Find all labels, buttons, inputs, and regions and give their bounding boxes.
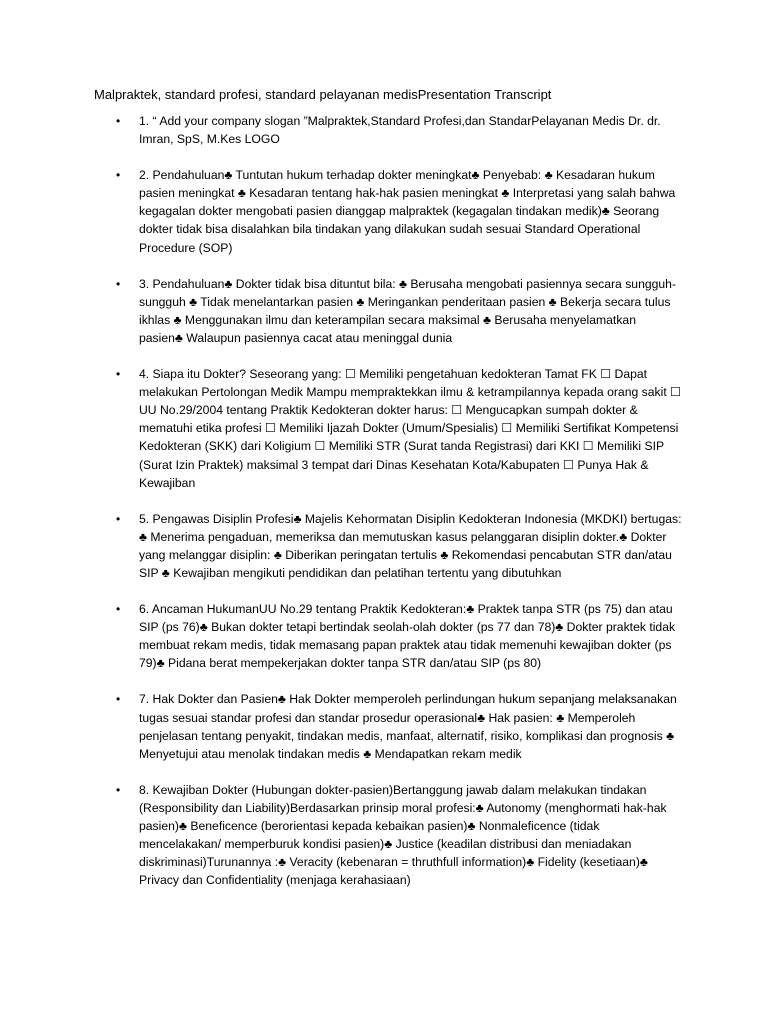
list-item	[112, 510, 682, 582]
bullet-icon: •	[116, 602, 121, 617]
list-item	[112, 781, 682, 890]
list-item-text: 3. Pendahuluan♣ Dokter tidak bisa dituntut bila: ♣ Berusaha mengobati pasiennya secara sungguh- sungguh ♣ Tidak menelantarkan pasien ♣ Meringankan penderitaan pasien ♣ Bekerja secara tulus ikhlas ♣ Menggunakan ilmu dan keterampilan secara maksimal ♣ Berusaha menyelamatkan pasien♣ Walaupun pasiennya cacat atau meninggal dunia	[139, 276, 677, 345]
bullet-icon: •	[116, 511, 121, 526]
list-item-text: 5. Pengawas Disiplin Profesi♣ Majelis Kehormatan Disiplin Kedokteran Indonesia (MKDKI) bertugas: ♣ Menerima pengaduan, memeriksa dan memutuskan kasus pelanggaran disiplin dokter.♣ Dokter yang melanggar disiplin: ♣ Diberikan peringatan tertulis ♣ Rekomendasi pencabutan STR dan/atau SIP ♣ Kewajiban mengikuti pendidikan dan pelatihan tertentu yang dibutuhkan	[139, 511, 682, 580]
list-item	[112, 600, 682, 672]
transcript-list	[112, 112, 682, 907]
bullet-icon: •	[116, 367, 121, 382]
list-item-text: 7. Hak Dokter dan Pasien♣ Hak Dokter memperoleh perlindungan hukum sepanjang melaksanakan tugas sesuai standar profesi dan standar prosedur operasional♣ Hak pasien: ♣ Memperoleh penjelasan tentang penyakit, tindakan medis, manfaat, alternatif, risiko, komplikasi dan prognosis ♣ Menyetujui atau menolak tindakan medis ♣ Mendapatkan rekam medik	[139, 692, 677, 761]
list-item	[112, 690, 682, 762]
document-title: Malpraktek, standard profesi, standard pelayanan medisPresentation Transcript	[94, 87, 552, 102]
bullet-icon: •	[116, 168, 121, 183]
list-item-text: 4. Siapa itu Dokter? Seseorang yang: ☐ Memiliki pengetahuan kedokteran Tamat FK ☐ Dapat melakukan Pertolongan Medik Mampu mempraktekkan ilmu & ketrampilannya kepada orang sakit ☐ UU No.29/2004 tentang Praktik Kedokteran dokter harus: ☐ Mengucapkan sumpah dokter & mematuhi etika profesi ☐ Memiliki Ijazah Dokter (Umum/Spesialis) ☐ Memiliki Sertifikat Kompetensi Kedokteran (SKK) dari Koligium ☐ Memiliki STR (Surat tanda Registrasi) dari KKI ☐ Memiliki SIP (Surat Izin Praktek) maksimal 3 tempat dari Dinas Kesehatan Kota/Kabupaten ☐ Punya Hak & Kewajiban	[139, 367, 682, 490]
bullet-icon: •	[116, 782, 121, 797]
bullet-icon: •	[116, 114, 121, 128]
bullet-icon: •	[116, 276, 121, 291]
list-item-text: 6. Ancaman HukumanUU No.29 tentang Praktik Kedokteran:♣ Praktek tanpa STR (ps 75) dan atau SIP (ps 76)♣ Bukan dokter tetapi bertindak seolah-olah dokter (ps 77 dan 78)♣ Dokter praktek tidak membuat rekam medis, tidak memasang papan praktek atau tidak memenuhi kewajiban dokter (ps 79)♣ Pidana berat mempekerjakan dokter tanpa STR dan/atau SIP (ps 80)	[139, 602, 676, 671]
list-item	[112, 112, 682, 148]
list-item-text: 2. Pendahuluan♣ Tuntutan hukum terhadap dokter meningkat♣ Penyebab: ♣ Kesadaran hukum pasien meningkat ♣ Kesadaran tentang hak-hak pasien meningkat ♣ Interpretasi yang salah bahwa kegagalan dokter mengobati pasien dianggap malpraktek (kegagalan tindakan medik)♣ Seorang dokter tidak bisa disalahkan bila tindakan yang dilakukan sudah sesuai Standard Operational Procedure (SOP)	[139, 168, 676, 255]
list-item-text: 1. “ Add your company slogan ”Malpraktek,Standard Profesi,dan StandarPelayanan Medis Dr. dr. Imran, SpS, M.Kes LOGO	[139, 114, 661, 147]
list-item	[112, 275, 682, 347]
bullet-icon: •	[116, 692, 121, 707]
list-item	[112, 365, 682, 492]
list-item	[112, 166, 682, 256]
list-item-text: 8. Kewajiban Dokter (Hubungan dokter-pasien)Bertanggung jawab dalam melakukan tindakan (Responsibility dan Liability)Berdasarkan prinsip moral profesi:♣ Autonomy (menghormati hak-hak pasien)♣ Beneficence (berorientasi kepada kebaikan pasien)♣ Nonmaleficence (tidak mencelakakan/ memperburuk kondisi pasien)♣ Justice (keadilan distribusi dan meniadakan diskriminasi)Turunannya :♣ Veracity (kebenaran = thruthfull information)♣ Fidelity (kesetiaan)♣ Privacy dan Confidentiality (menjaga kerahasiaan)	[139, 782, 667, 888]
